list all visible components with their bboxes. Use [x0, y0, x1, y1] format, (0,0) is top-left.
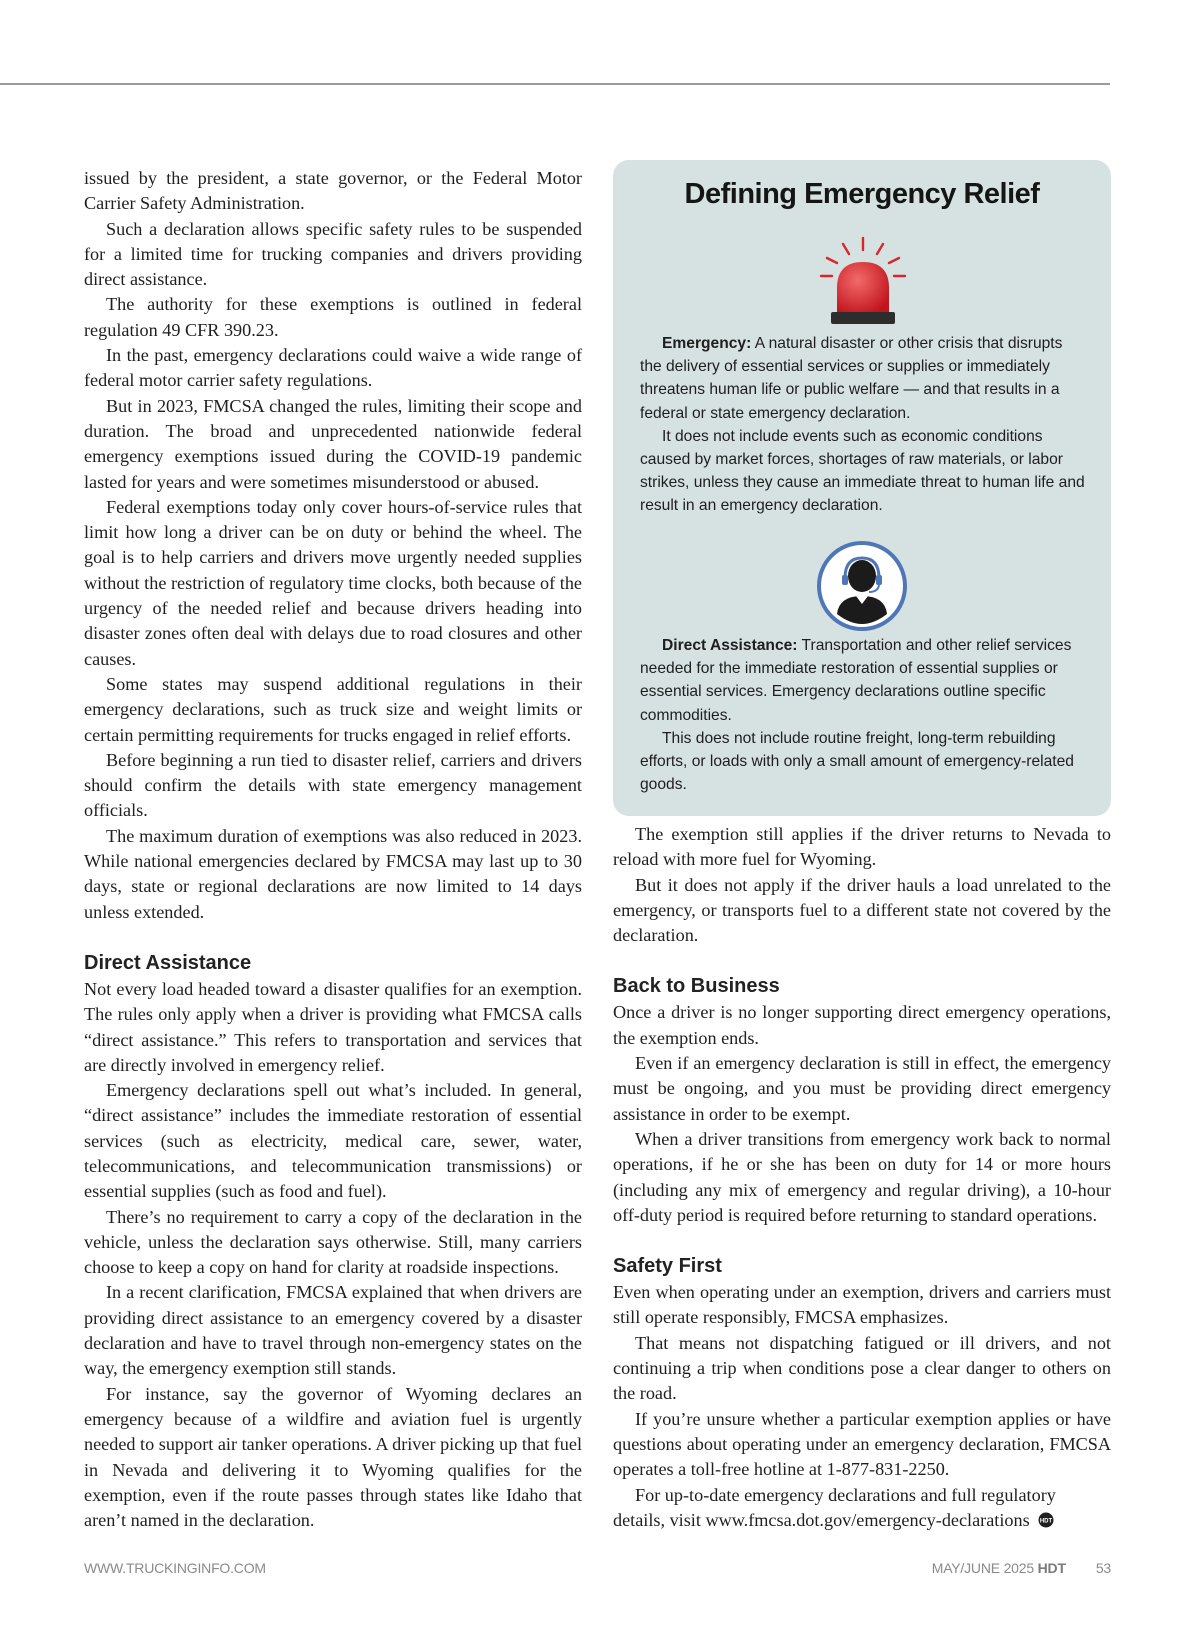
subhead-back-to-business: Back to Business [613, 975, 780, 998]
emergency-label: Emergency: [662, 335, 752, 352]
paragraph: Some states may suspend additional regulations in their emergency declarations, such as truck size and weight limits or certain permitting requirements for trucks engaged in relief efforts. [84, 673, 582, 745]
paragraph: When a driver transitions from emergency work back to normal operations, if he or she has been on duty for 14 or more hours (including any mix of emergency and regular driving), a 10-hour off-duty period is required before returning to standard operations. [613, 1128, 1111, 1225]
paragraph: For instance, say the governor of Wyoming declares an emergency because of a wildfire and aviation fuel is urgently needed to support air tanker operations. A driver picking up that fuel in Nevada and delivering it to Wyoming qualifies for the exemption, even if the route passes through states like Idaho that aren’t named in the declaration. [84, 1383, 582, 1531]
paragraph: That means not dispatching fatigued or ill drivers, and not continuing a trip when conditions pose a clear danger to others on the road. [613, 1332, 1111, 1404]
paragraph: issued by the president, a state governor, or the Federal Motor Carrier Safety Administration. [84, 168, 582, 214]
paragraph: But it does not apply if the driver hauls a load unrelated to the emergency, or transports fuel to a different state not covered by the declaration. [613, 874, 1111, 946]
paragraph: Before beginning a run tied to disaster relief, carriers and drivers should confirm the details with state emergency management officials. [84, 749, 582, 821]
footer-brand: HDT [1037, 1560, 1066, 1576]
paragraph: Not every load headed toward a disaster qualifies for an exemption. The rules only apply when a driver is providing what FMCSA calls “direct assistance.” This refers to transportation and services that are directly involved in emergency relief. [84, 978, 582, 1075]
page-number: 53 [1095, 1560, 1111, 1576]
final-text: For up-to-date emergency declarations and full regulatory details, visit www.fmcsa.dot.gov/emergency-declarations [613, 1484, 1056, 1530]
paragraph: If you’re unsure whether a particular exemption applies or have questions about operating under an emergency declaration, FMCSA operates a toll-free hotline at 1-877-831-2250. [613, 1408, 1111, 1480]
footer-issue-date: MAY/JUNE 2025 [931, 1560, 1034, 1576]
paragraph: The authority for these exemptions is outlined in federal regulation 49 CFR 390.23. [84, 294, 582, 340]
paragraph: Such a declaration allows specific safety rules to be suspended for a limited time for trucking companies and drivers providing direct assistance. [84, 218, 582, 290]
emergency-definition [640, 332, 1086, 518]
top-rule [0, 83, 1110, 85]
direct-label: Direct Assistance: [662, 637, 798, 654]
direct-assistance-definition [640, 634, 1086, 796]
direct-text-2: This does not include routine freight, long-term rebuilding efforts, or loads with only a small amount of emergency-related goods. [640, 729, 1074, 794]
paragraph: In the past, emergency declarations could waive a wide range of federal motor carrier safety regulations. [84, 345, 582, 391]
emergency-text: A natural disaster or other crisis that disrupts the delivery of essential services or supplies or immediately threatens human life or public welfare — and that results in a federal or state emergency declaration. [640, 335, 1063, 422]
paragraph-final [613, 1483, 1111, 1534]
paragraph: But in 2023, FMCSA changed the rules, limiting their scope and duration. The broad and unprecedented nationwide federal emergency exemptions issued during the COVID-19 pandemic lasted for years and were sometimes misunderstood or abused. [84, 395, 582, 492]
subhead-safety-first: Safety First [613, 1255, 722, 1278]
left-column [84, 166, 582, 1533]
paragraph: The maximum duration of exemptions was also reduced in 2023. While national emergencies declared by FMCSA may last up to 30 days, state or regional declarations are now limited to 14 days unless extended. [84, 825, 582, 922]
paragraph: In a recent clarification, FMCSA explained that when drivers are providing direct assistance to an emergency covered by a disaster declaration and have to travel through non-emergency states on the way, the emergency exemption still stands. [84, 1282, 582, 1379]
paragraph: Even when operating under an exemption, drivers and carriers must still operate responsibly, FMCSA emphasizes. [613, 1282, 1111, 1328]
footer-issue [932, 1560, 1111, 1576]
sidebar-title: Defining Emergency Relief [684, 178, 1040, 210]
hdt-end-mark-text: HDT [1039, 1518, 1052, 1525]
paragraph: Federal exemptions today only cover hours-of-service rules that limit how long a driver can be on duty or behind the wheel. The goal is to help carriers and drivers move urgently needed supplies without the restriction of regulatory time clocks, both because of the urgency of the needed relief and because drivers heading into disaster zones often deal with delays due to road closures and other causes. [84, 496, 582, 669]
emergency-text-2: It does not include events such as economic conditions caused by market forces, shortages of raw materials, or labor strikes, unless they cause an immediate threat to human life and result in an emergency declaration. [640, 427, 1085, 515]
paragraph: The exemption still applies if the driver returns to Nevada to reload with more fuel for Wyoming. [613, 824, 1111, 870]
subhead-direct-assistance: Direct Assistance [84, 951, 252, 974]
headset-person-icon [814, 538, 910, 634]
siren-icon [815, 232, 911, 332]
hdt-end-mark-icon [1038, 1512, 1054, 1528]
sidebar-defining-emergency-relief [613, 160, 1111, 816]
paragraph: Once a driver is no longer supporting direct emergency operations, the exemption ends. [613, 1002, 1111, 1048]
footer-website: WWW.TRUCKINGINFO.COM [84, 1560, 266, 1576]
direct-text: Transportation and other relief services needed for the immediate restoration of essential supplies or essential services. Emergency declarations outline specific commodities. [640, 637, 1072, 724]
right-column [613, 822, 1111, 1533]
paragraph: Even if an emergency declaration is still in effect, the emergency must be ongoing, and you must be providing direct emergency assistance in order to be exempt. [613, 1053, 1111, 1124]
paragraph: There’s no requirement to carry a copy of the declaration in the vehicle, unless the declaration says otherwise. Still, many carriers choose to keep a copy on hand for clarity at roadside inspections. [84, 1206, 582, 1278]
paragraph: Emergency declarations spell out what’s included. In general, “direct assistance” includes the immediate restoration of essential services (such as electricity, medical care, sewer, water, telecommunications, and telecommunication transmissions) or essential supplies (such as food and fuel). [84, 1080, 582, 1202]
